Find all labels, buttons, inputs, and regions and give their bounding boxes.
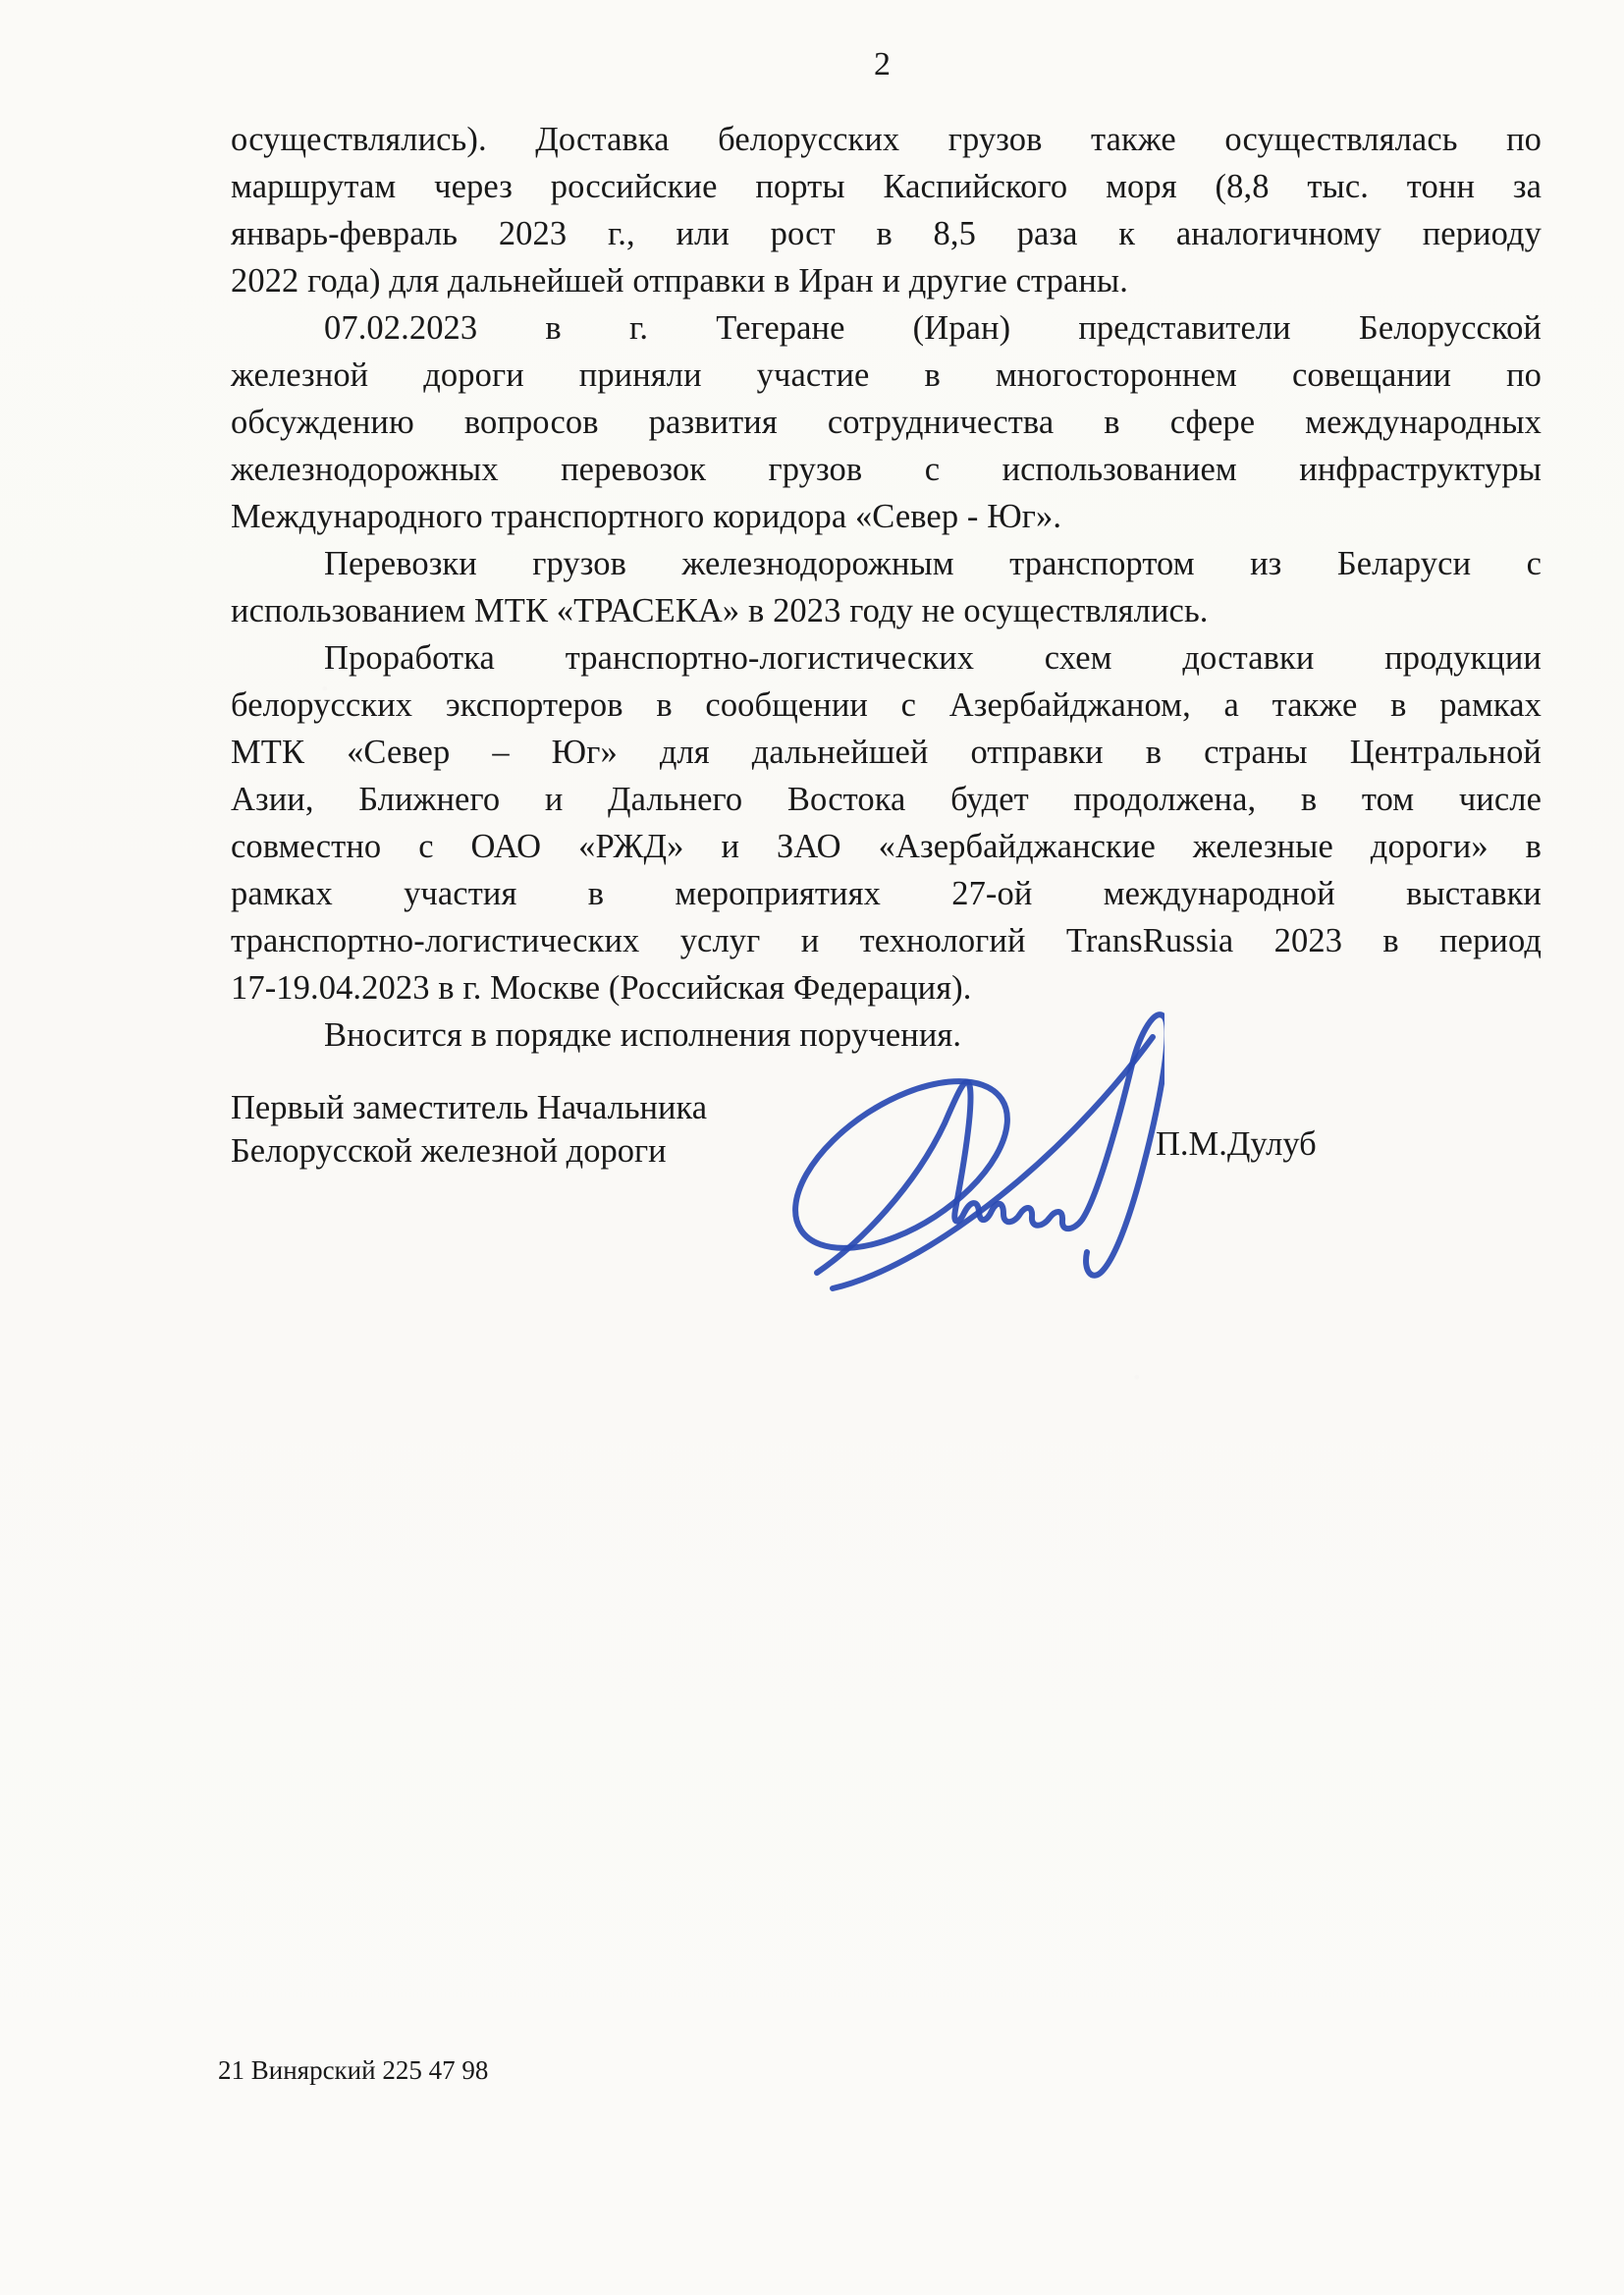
- handwritten-signature: [772, 976, 1164, 1300]
- text-line: рамках участия в мероприятиях 27-ой международной выставки: [231, 875, 1542, 912]
- signature-title: [231, 1086, 707, 1173]
- signature-name: П.М.Дулуб: [1156, 1125, 1317, 1163]
- text-line: 17-19.04.2023 в г. Москве (Российская Федерация).: [231, 969, 972, 1007]
- text-line: январь-февраль 2023 г., или рост в 8,5 раза к аналогичному периоду: [231, 215, 1542, 252]
- text-line: маршрутам через российские порты Каспийского моря (8,8 тыс. тонн за: [231, 168, 1542, 205]
- text-line: железнодорожных перевозок грузов с использованием инфраструктуры: [231, 451, 1542, 488]
- page-number: 2: [874, 46, 891, 82]
- text-line: Международного транспортного коридора «Север - Юг».: [231, 498, 1062, 535]
- text-line: транспортно-логистических услуг и технологий TransRussia 2023 в период: [231, 922, 1542, 959]
- text-line: МТК «Север – Юг» для дальнейшей отправки в страны Центральной: [231, 734, 1542, 771]
- document-body: [231, 116, 1542, 1059]
- text-line: совместно с ОАО «РЖД» и ЗАО «Азербайджанские железные дороги» в: [231, 828, 1542, 865]
- text-line: Азии, Ближнего и Дальнего Востока будет продолжена, в том числе: [231, 781, 1542, 818]
- signature-title-line2: Белорусской железной дороги: [231, 1132, 667, 1170]
- text-line: обсуждению вопросов развития сотрудничества в сфере международных: [231, 404, 1542, 441]
- text-line: Проработка транспортно-логистических схем доставки продукции: [324, 639, 1542, 677]
- text-line: использованием МТК «ТРАСЕКА» в 2023 году не осуществлялись.: [231, 592, 1209, 629]
- text-line: 07.02.2023 в г. Тегеране (Иран) представители Белорусской: [324, 309, 1542, 347]
- text-line: Перевозки грузов железнодорожным транспортом из Беларуси с: [324, 545, 1542, 582]
- text-line: Вносится в порядке исполнения поручения.: [324, 1016, 962, 1054]
- signature-title-line1: Первый заместитель Начальника: [231, 1089, 708, 1126]
- text-line: железной дороги приняли участие в многостороннем совещании по: [231, 356, 1542, 394]
- text-line: белорусских экспортеров в сообщении с Азербайджаном, а также в рамках: [231, 686, 1542, 724]
- footer-reference: 21 Винярский 225 47 98: [218, 2055, 489, 2085]
- text-line: осуществлялись). Доставка белорусских грузов также осуществлялась по: [231, 121, 1542, 158]
- text-line: 2022 года) для дальнейшей отправки в Иран и другие страны.: [231, 262, 1128, 300]
